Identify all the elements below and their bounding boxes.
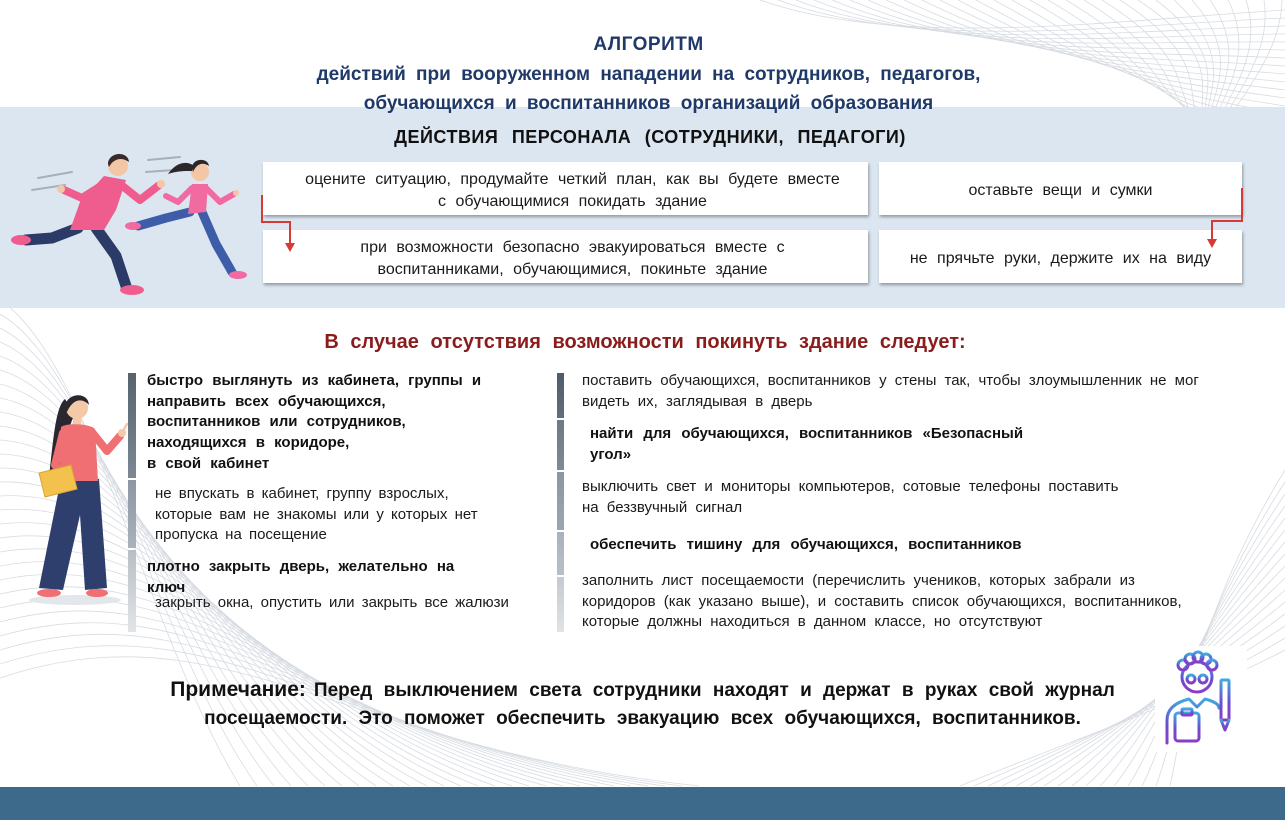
right-item-silence — [590, 535, 1021, 556]
note-line-2: посещаемости. Это поможет обеспечить эвакуацию всех обучающихся, воспитанников. — [204, 708, 1081, 729]
man-front-hand — [157, 180, 165, 188]
right-item-wall — [582, 371, 1199, 412]
list-item-line: находящихся в коридоре, — [147, 434, 350, 452]
list-item-line: заполнить лист посещаемости (перечислить учеников, которых забрали из — [582, 572, 1135, 589]
woman-front-arm — [206, 188, 234, 202]
teacher-with-clipboard-icon — [1155, 646, 1247, 752]
list-item-line: найти для обучающихся, воспитанников «Безопасный — [590, 425, 1024, 442]
step-box-leave-belongings — [879, 162, 1242, 215]
running-people-illustration — [8, 148, 248, 298]
speed-line — [148, 157, 180, 160]
step-box-assess-situation — [263, 162, 868, 215]
list-item-line: угол» — [590, 445, 632, 463]
left-item-look-out — [147, 371, 481, 475]
man-back-shoe — [11, 235, 31, 245]
list-item-line: видеть их, заглядывая в дверь — [582, 392, 813, 410]
title-subtitle-line-2: обучающихся и воспитанников организаций образования — [363, 93, 934, 114]
step-text-line: не прячьте руки, держите их на виду — [909, 249, 1212, 267]
man-back-hand — [57, 185, 65, 193]
woman-ponytail — [168, 163, 193, 174]
list-item-line: пропуска на посещение — [155, 526, 327, 544]
list-item-line: на беззвучный сигнал — [582, 498, 743, 516]
list-item-line: которые должны находиться в данном классе, но отсутствуют — [582, 613, 1043, 631]
title-subtitle-line-1: действий при вооруженном нападении на сотрудников, педагогов, — [316, 63, 981, 85]
step-text-line: с обучающимися покидать здание — [438, 192, 707, 210]
note-line-1 — [0, 676, 1285, 705]
timeline-bar-segment — [557, 472, 564, 530]
teacher-shoe — [86, 589, 108, 597]
list-item-line: воспитанников или сотрудников, — [147, 413, 406, 431]
title-main: АЛГОРИТМ — [593, 34, 704, 55]
list-item-line: выключить свет и мониторы компьютеров, сотовые телефоны поставить — [582, 478, 1119, 495]
step-box-evacuate — [263, 230, 868, 283]
pointing-woman-illustration — [25, 385, 130, 610]
no-exit-section-heading: В случае отсутствия возможности покинуть здание следует: — [324, 331, 966, 353]
timeline-bar-segment — [557, 532, 564, 575]
list-item-line: которые вам не знакомы или у которых нет — [155, 505, 478, 523]
step-text-line: воспитанниками, обучающимися, покиньте здание — [377, 260, 768, 278]
note-label: Примечание: — [170, 678, 306, 701]
step-text-line: оцените ситуацию, продумайте четкий план, как вы будете вместе — [305, 170, 840, 188]
list-item-line: коридоров (как указано выше), и составить список обучающихся, воспитанников, — [582, 592, 1182, 610]
right-item-lights-off — [582, 477, 1118, 518]
staff-section-heading: ДЕЙСТВИЯ ПЕРСОНАЛА (СОТРУДНИКИ, ПЕДАГОГИ) — [394, 127, 906, 147]
step-text-line: оставьте вещи и сумки — [968, 181, 1153, 199]
right-item-attendance — [582, 571, 1182, 633]
woman-back-arm — [166, 188, 192, 202]
floor-shadow — [29, 595, 121, 605]
footer-band — [0, 787, 1285, 820]
left-item-no-strangers — [155, 484, 478, 546]
list-item-line: не впускать в кабинет, группу взрослых, — [155, 485, 449, 502]
running-woman — [125, 160, 247, 279]
timeline-bar-segment — [128, 480, 136, 548]
timeline-bar-segment — [557, 373, 564, 418]
teacher-pointing-finger — [123, 424, 127, 431]
step-text-line: при возможности безопасно эвакуироваться вместе с — [360, 238, 785, 256]
step-box-hands-visible — [879, 230, 1242, 283]
list-item-line: ключ — [147, 578, 186, 596]
list-item-line: направить всех обучающихся, — [147, 392, 386, 410]
teacher-shoe — [37, 589, 61, 597]
woman-back-shoe — [125, 222, 141, 230]
list-item-line: закрыть окна, опустить или закрыть все жалюзи — [155, 594, 509, 611]
timeline-bar-segment — [128, 373, 136, 478]
man-front-shoe — [120, 285, 144, 295]
woman-front-hand — [233, 190, 239, 196]
timeline-bar-segment — [557, 420, 564, 470]
woman-back-leg — [138, 212, 190, 226]
list-item-line: плотно закрыть дверь, желательно на — [147, 558, 455, 575]
timeline-bar-segment — [557, 577, 564, 632]
man-front-leg — [96, 228, 126, 286]
right-item-safe-corner — [590, 424, 1023, 465]
timeline-bar-segment — [128, 550, 136, 632]
list-item-line: поставить обучающихся, воспитанников у стены так, чтобы злоумышленник не мог — [582, 372, 1199, 389]
left-item-close-windows — [155, 593, 509, 614]
man-front-arm — [120, 184, 158, 200]
list-item-line: в свой кабинет — [147, 454, 270, 472]
note-text: Перед выключением света сотрудники находят и держат в руках свой журнал — [313, 680, 1115, 701]
note-block — [0, 676, 1285, 733]
list-item-line: быстро выглянуть из кабинета, группы и — [147, 372, 482, 389]
woman-front-leg — [202, 212, 232, 272]
page-title — [0, 30, 1285, 119]
speed-line — [38, 172, 72, 178]
list-item-line: обеспечить тишину для обучающихся, воспитанников — [590, 536, 1022, 553]
woman-front-shoe — [229, 271, 247, 279]
